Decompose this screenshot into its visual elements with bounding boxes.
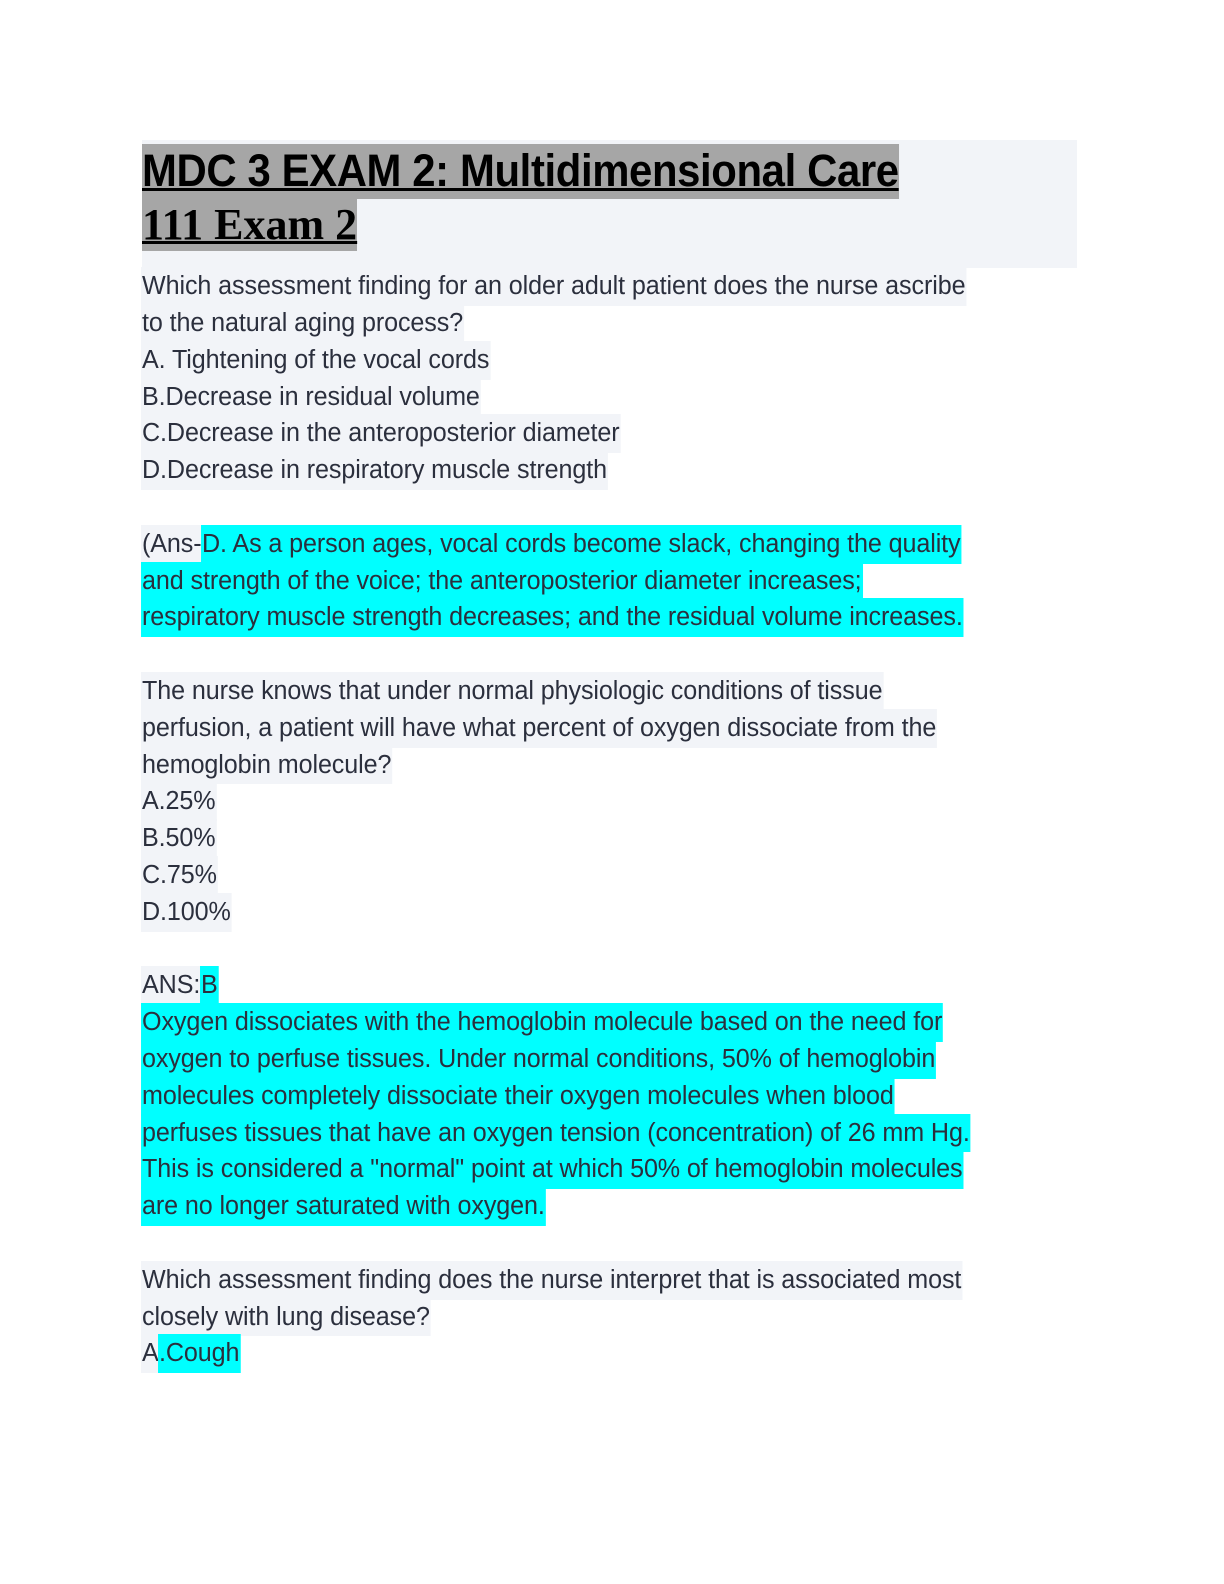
text-line xyxy=(142,1151,1077,1188)
text-line xyxy=(142,599,1077,636)
text-line xyxy=(142,1004,1077,1041)
text-line xyxy=(142,305,1077,342)
paragraph-spacer xyxy=(142,1225,1077,1262)
document-content xyxy=(142,268,1077,1372)
document-text-column xyxy=(142,140,1077,1372)
text-line xyxy=(142,268,1077,305)
text-line xyxy=(142,526,1077,563)
text-line xyxy=(142,783,1077,820)
text-line xyxy=(142,342,1077,379)
body-text-run: Which assessment finding for an older adult patient does the nurse ascribe xyxy=(142,268,965,305)
highlighted-answer-text: and strength of the voice; the anteroposterior diameter increases; xyxy=(142,563,862,600)
text-block-question-3 xyxy=(142,1262,1077,1372)
highlighted-answer-text: This is considered a "normal" point at which 50% of hemoglobin molecules xyxy=(142,1151,963,1188)
body-text-run: A. Tightening of the vocal cords xyxy=(142,342,489,379)
document-title-block xyxy=(142,140,1077,268)
text-line xyxy=(142,673,1077,710)
text-line xyxy=(142,415,1077,452)
text-block-answer-2 xyxy=(142,967,1077,1225)
highlighted-answer-text: Oxygen dissociates with the hemoglobin molecule based on the need for xyxy=(142,1004,942,1041)
body-text-run: hemoglobin molecule? xyxy=(142,747,391,784)
body-text-run: ANS: xyxy=(142,967,200,1004)
text-block-answer-1 xyxy=(142,526,1077,636)
text-line xyxy=(142,857,1077,894)
paragraph-spacer xyxy=(142,636,1077,673)
highlighted-answer-text: perfuses tissues that have an oxygen tension (concentration) of 26 mm Hg. xyxy=(142,1115,970,1152)
body-text-run: closely with lung disease? xyxy=(142,1299,430,1336)
body-text-run: D.100% xyxy=(142,894,231,931)
body-text-run: B.Decrease in residual volume xyxy=(142,379,480,416)
body-text-run: D.Decrease in respiratory muscle strength xyxy=(142,452,607,489)
body-text-run: C.Decrease in the anteroposterior diameter xyxy=(142,415,620,452)
title-line-2 xyxy=(142,199,1077,250)
body-text-run: The nurse knows that under normal physiologic conditions of tissue xyxy=(142,673,882,710)
text-line xyxy=(142,967,1077,1004)
text-line xyxy=(142,710,1077,747)
text-line xyxy=(142,452,1077,489)
text-line xyxy=(142,1262,1077,1299)
body-text-run: B.50% xyxy=(142,820,216,857)
highlighted-answer-text: D. As a person ages, vocal cords become slack, changing the quality xyxy=(202,526,961,563)
page-title-secondary: 111 Exam 2 xyxy=(142,200,358,250)
text-line xyxy=(142,1188,1077,1225)
text-line xyxy=(142,1078,1077,1115)
paragraph-spacer xyxy=(142,931,1077,968)
highlighted-answer-text: respiratory muscle strength decreases; and the residual volume increases. xyxy=(142,599,963,636)
text-block-question-2 xyxy=(142,673,1077,931)
highlighted-answer-text: .Cough xyxy=(159,1335,239,1372)
body-text-run: perfusion, a patient will have what percent of oxygen dissociate from the xyxy=(142,710,936,747)
highlighted-answer-text: are no longer saturated with oxygen. xyxy=(142,1188,545,1225)
text-block-question-1 xyxy=(142,268,1077,489)
body-text-run: to the natural aging process? xyxy=(142,305,463,342)
paragraph-spacer xyxy=(142,489,1077,526)
highlighted-answer-text: molecules completely dissociate their oxygen molecules when blood xyxy=(142,1078,894,1115)
text-line xyxy=(142,1041,1077,1078)
text-line xyxy=(142,1299,1077,1336)
page-title-primary: MDC 3 EXAM 2: Multidimensional Care xyxy=(142,144,899,199)
highlighted-answer-text: B xyxy=(201,967,218,1004)
text-line xyxy=(142,563,1077,600)
text-line xyxy=(142,894,1077,931)
body-text-run: A xyxy=(142,1335,159,1372)
text-line xyxy=(142,747,1077,784)
highlighted-answer-text: oxygen to perfuse tissues. Under normal conditions, 50% of hemoglobin xyxy=(142,1041,935,1078)
text-line xyxy=(142,1115,1077,1152)
body-text-run: Which assessment finding does the nurse interpret that is associated most xyxy=(142,1262,961,1299)
body-text-run: (Ans- xyxy=(142,526,202,563)
text-line xyxy=(142,379,1077,416)
title-line-1 xyxy=(142,144,1077,199)
text-line xyxy=(142,820,1077,857)
text-line xyxy=(142,1335,1077,1372)
body-text-run: C.75% xyxy=(142,857,217,894)
body-text-run: A.25% xyxy=(142,783,216,820)
